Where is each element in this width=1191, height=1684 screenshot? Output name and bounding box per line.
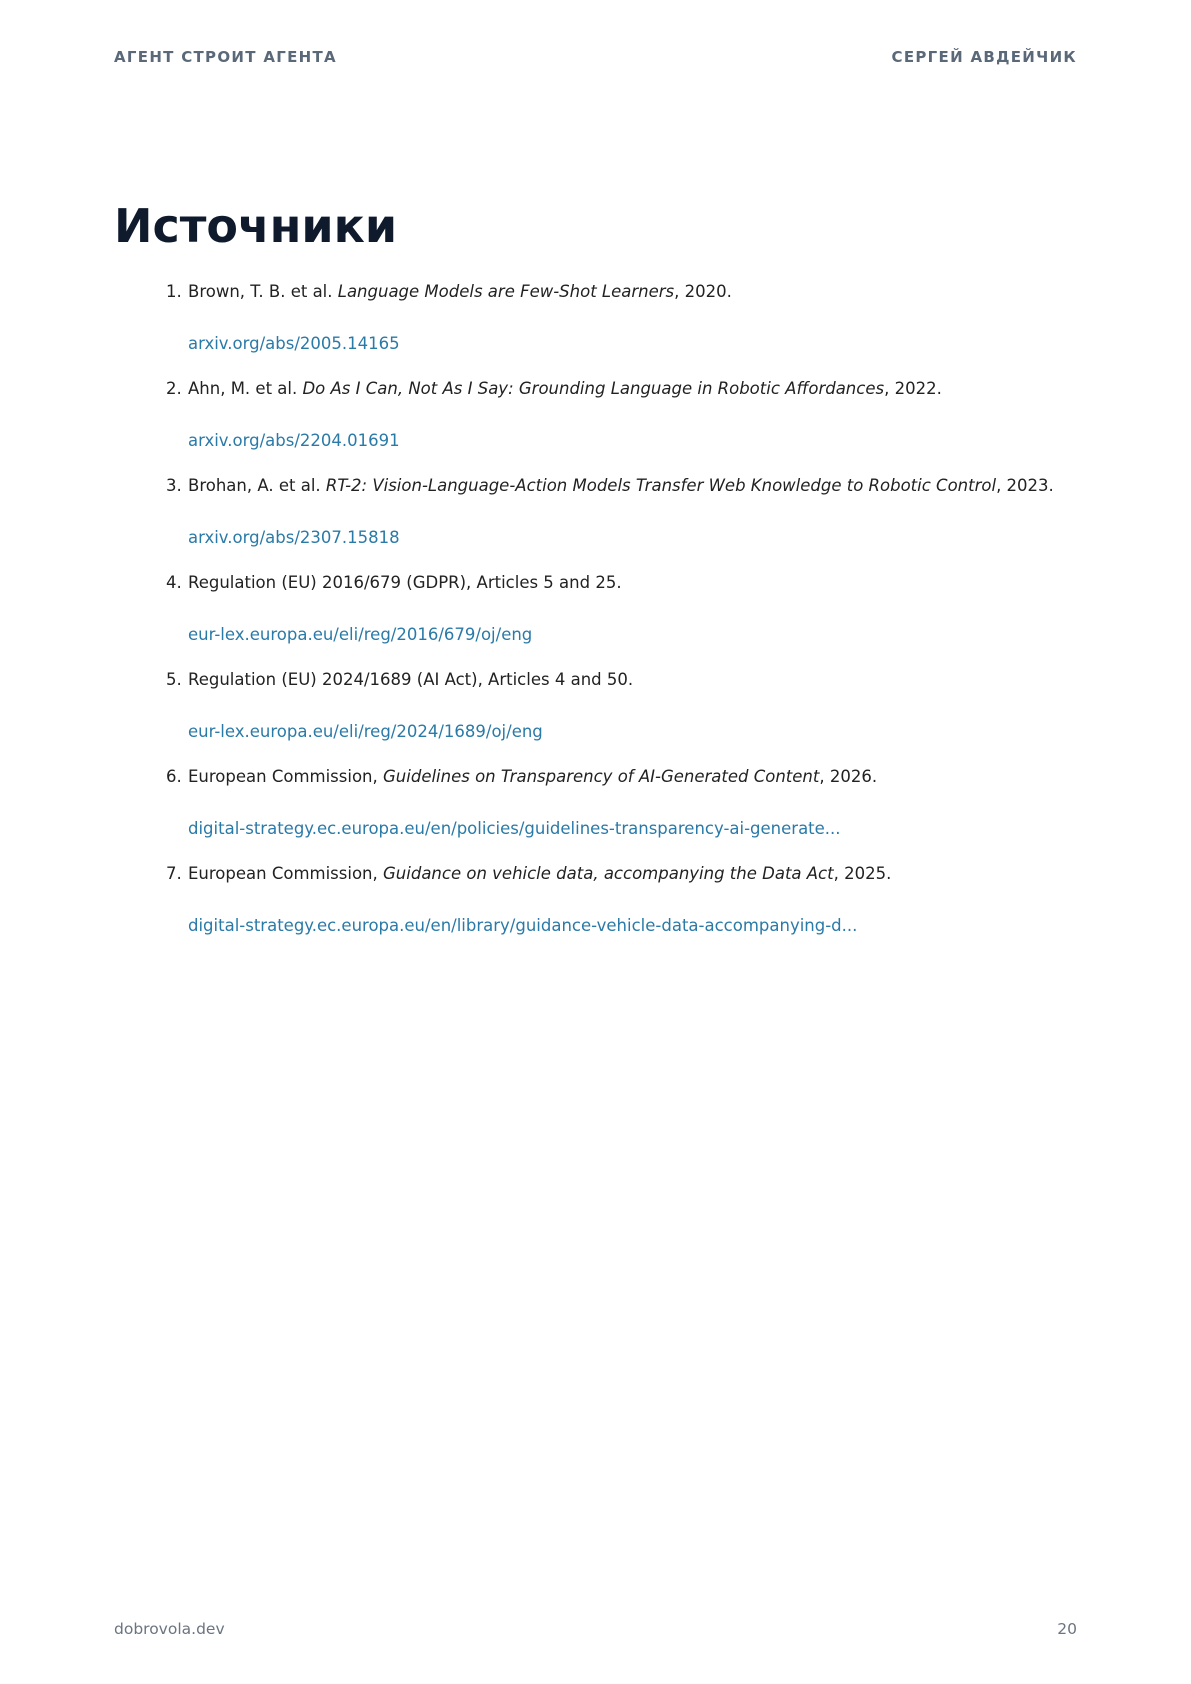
reference-link[interactable]: arxiv.org/abs/2307.15818 [188, 528, 400, 547]
reference-number: 4. [166, 573, 182, 592]
reference-citation [166, 280, 732, 304]
page-title: Источники [114, 199, 398, 253]
reference-citation [166, 765, 877, 789]
reference-item [166, 377, 1066, 474]
reference-link[interactable]: arxiv.org/abs/2204.01691 [188, 431, 400, 450]
footer-site: dobrovola.dev [114, 1620, 225, 1638]
reference-list [166, 280, 1066, 959]
reference-link[interactable]: eur-lex.europa.eu/eli/reg/2016/679/oj/eng [188, 625, 533, 644]
reference-year: , 2025. [833, 864, 892, 883]
running-header [114, 46, 1077, 68]
reference-author: European Commission, [188, 767, 384, 786]
reference-number: 6. [166, 767, 182, 786]
reference-number: 1. [166, 282, 182, 301]
reference-work-title: RT-2: Vision-Language-Action Models Transfer Web Knowledge to Robotic Control [325, 476, 997, 495]
reference-item [166, 862, 1066, 959]
reference-author: Ahn, M. et al. [188, 379, 303, 398]
reference-author: Brohan, A. et al. [188, 476, 326, 495]
reference-citation [166, 377, 942, 401]
reference-year: , 2022. [884, 379, 942, 398]
reference-author: Regulation (EU) 2024/1689 (AI Act), Articles 4 and 50. [188, 670, 634, 689]
reference-citation [166, 571, 622, 595]
reference-year: , 2020. [674, 282, 732, 301]
reference-link[interactable]: eur-lex.europa.eu/eli/reg/2024/1689/oj/eng [188, 722, 543, 741]
reference-author: European Commission, [188, 864, 384, 883]
header-book-title: АГЕНТ СТРОИТ АГЕНТА [114, 48, 337, 66]
reference-year: , 2026. [819, 767, 878, 786]
reference-work-title: Do As I Can, Not As I Say: Grounding Language in Robotic Affordances [302, 379, 885, 398]
reference-work-title: Guidelines on Transparency of AI-Generated Content [383, 767, 820, 786]
reference-link[interactable]: arxiv.org/abs/2005.14165 [188, 334, 400, 353]
reference-citation [166, 474, 1054, 498]
reference-item [166, 765, 1066, 862]
reference-citation [166, 668, 633, 692]
reference-item [166, 280, 1066, 377]
reference-author: Regulation (EU) 2016/679 (GDPR), Articles 5 and 25. [188, 573, 622, 592]
reference-item [166, 474, 1066, 571]
reference-link[interactable]: digital-strategy.ec.europa.eu/en/library/guidance-vehicle-data-accompanying-d... [188, 916, 858, 935]
reference-work-title: Language Models are Few-Shot Learners [337, 282, 675, 301]
reference-year: , 2023. [996, 476, 1054, 495]
reference-item [166, 571, 1066, 668]
header-author: СЕРГЕЙ АВДЕЙЧИК [891, 48, 1077, 66]
page-number: 20 [1057, 1620, 1077, 1638]
reference-number: 2. [166, 379, 182, 398]
reference-link[interactable]: digital-strategy.ec.europa.eu/en/policies/guidelines-transparency-ai-generate... [188, 819, 841, 838]
reference-citation [166, 862, 891, 886]
reference-work-title: Guidance on vehicle data, accompanying the Data Act [383, 864, 834, 883]
reference-number: 7. [166, 864, 182, 883]
reference-item [166, 668, 1066, 765]
reference-number: 3. [166, 476, 182, 495]
reference-number: 5. [166, 670, 182, 689]
reference-author: Brown, T. B. et al. [188, 282, 338, 301]
running-footer [114, 1620, 1077, 1638]
